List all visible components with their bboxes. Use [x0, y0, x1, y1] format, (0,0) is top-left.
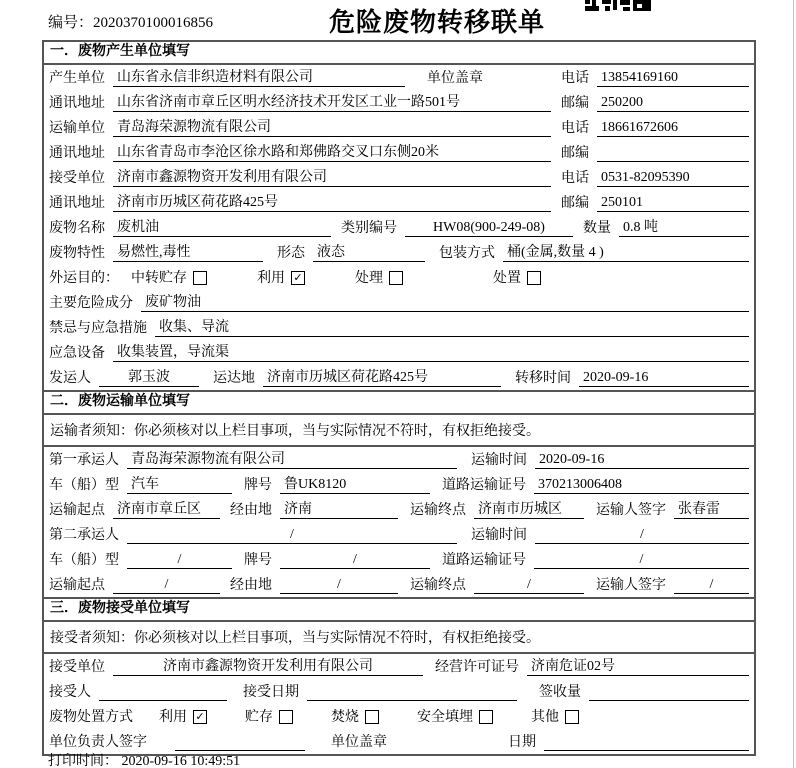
carrier1-time-label: 运输时间 — [471, 453, 527, 468]
carrier1-time-value: 2020-09-16 — [535, 452, 749, 469]
qr-code-partial — [585, 0, 653, 12]
disposal-method-label: 废物处置方式 — [49, 710, 133, 725]
disposal-option-landfill: 安全填埋 — [417, 710, 473, 725]
date-value — [544, 734, 749, 751]
date-label: 日期 — [508, 735, 536, 750]
qr-code-pixels — [585, 0, 653, 12]
vehicle1-type-value: 汽车 — [127, 473, 232, 494]
checkbox-disposal-other — [565, 710, 579, 724]
accept-date-label: 接受日期 — [243, 685, 299, 700]
transfer-time-label: 转移时间 — [515, 371, 571, 386]
packaging-value: 桶(金属,数量 4 ) — [503, 241, 749, 262]
vehicle2-type-value: / — [127, 552, 232, 569]
purpose-option-storage: 中转贮存 — [131, 271, 187, 286]
purpose-option-treat: 处理 — [355, 271, 383, 286]
purpose-label: 外运目的： — [49, 271, 119, 286]
waste-category-label: 类别编号 — [341, 221, 397, 236]
transporter-zip-value — [597, 145, 749, 162]
producer-phone-label: 电话 — [561, 71, 589, 86]
purpose-option-dispose: 处置 — [493, 271, 521, 286]
page-edge-divider — [793, 0, 794, 768]
checkbox-disposal-use-checked — [193, 710, 207, 724]
route2-via-value: / — [280, 577, 398, 594]
checkbox-treatment — [389, 271, 403, 285]
vehicle2-license-value: / — [534, 552, 749, 569]
page-title: 危险废物转移联单 — [328, 8, 546, 37]
row-shipper — [44, 365, 754, 390]
waste-category-value: HW08(900-249-08) — [405, 220, 573, 237]
route1-sign-label: 运输人签字 — [596, 503, 666, 518]
waste-form-label: 形态 — [277, 246, 305, 261]
signed-qty-label: 签收量 — [539, 685, 581, 700]
route1-via-value: 济南 — [280, 498, 398, 519]
row-transporter — [44, 115, 754, 140]
print-time-label: 打印时间： — [48, 754, 118, 768]
waste-property-value: 易燃性,毒性 — [113, 241, 263, 262]
row-transfer-purpose — [44, 265, 754, 290]
disposal-option-burn: 焚烧 — [331, 710, 359, 725]
transporter-address-label: 通讯地址 — [49, 146, 105, 161]
vehicle1-plate-value: 鲁UK8120 — [280, 473, 430, 494]
responsible-signature-label: 单位负责人签字 — [49, 735, 147, 750]
row-main-hazard — [44, 290, 754, 315]
waste-name-label: 废物名称 — [49, 221, 105, 236]
carrier2-label: 第二承运人 — [49, 528, 119, 543]
check-mark: ✓ — [195, 710, 205, 723]
receiver-notice — [44, 622, 754, 654]
waste-name-value: 废机油 — [113, 216, 331, 237]
row-route1 — [44, 497, 754, 522]
section1-title: 一．废物产生单位填写 — [44, 42, 754, 65]
receiver-zip-value: 250101 — [597, 195, 749, 212]
section2-title: 二．废物运输单位填写 — [44, 390, 754, 415]
manifest-form-table — [42, 40, 756, 756]
serial-label: 编号： — [48, 15, 94, 31]
route1-start-label: 运输起点 — [49, 503, 105, 518]
producer-address-label: 通讯地址 — [49, 96, 105, 111]
row-producer-address — [44, 90, 754, 115]
vehicle1-plate-label: 牌号 — [244, 478, 272, 493]
row-acceptor — [44, 679, 754, 704]
receiver-address-label: 通讯地址 — [49, 196, 105, 211]
receiver-value: 济南市鑫源物资开发利用有限公司 — [113, 166, 551, 187]
row-waste-name — [44, 215, 754, 240]
transporter-label: 运输单位 — [49, 121, 105, 136]
transporter-zip-label: 邮编 — [561, 146, 589, 161]
row-precautions — [44, 315, 754, 340]
route1-end-value: 济南市历城区 — [474, 498, 584, 519]
vehicle2-license-label: 道路运输证号 — [442, 553, 526, 568]
operating-license-value: 济南危证02号 — [527, 655, 749, 676]
row-waste-property — [44, 240, 754, 265]
transporter-notice-text: 你必须核对以上栏目事项，当与实际情况不符时，有权拒绝接受。 — [134, 424, 540, 439]
receiver-notice-text: 你必须核对以上栏目事项，当与实际情况不符时，有权拒绝接受。 — [134, 631, 540, 646]
producer-zip-label: 邮编 — [561, 96, 589, 111]
main-hazard-value: 废矿物油 — [141, 291, 749, 312]
transfer-time-value: 2020-09-16 — [579, 370, 749, 387]
carrier1-value: 青岛海荣源物流有限公司 — [127, 448, 457, 469]
print-time-line — [48, 750, 240, 768]
precautions-value: 收集、导流 — [155, 316, 749, 337]
transporter-phone-label: 电话 — [561, 121, 589, 136]
emergency-equipment-label: 应急设备 — [49, 346, 105, 361]
checkbox-disposal-burn — [365, 710, 379, 724]
vehicle2-plate-value: / — [280, 552, 430, 569]
checkbox-disposal — [527, 271, 541, 285]
row-accepting-unit — [44, 654, 754, 679]
route1-via-label: 经由地 — [230, 503, 272, 518]
carrier2-time-label: 运输时间 — [471, 528, 527, 543]
row-route2 — [44, 572, 754, 597]
row-receiver-address — [44, 190, 754, 215]
acceptor-value — [99, 684, 227, 701]
route2-start-value: / — [113, 577, 220, 594]
receiver-zip-label: 邮编 — [561, 196, 589, 211]
carrier2-time-value: / — [535, 527, 749, 544]
disposal-option-other: 其他 — [531, 710, 559, 725]
route2-end-value: / — [474, 577, 584, 594]
responsible-signature-value — [175, 734, 305, 751]
receiver-phone-label: 电话 — [561, 171, 589, 186]
print-time-value: 2020-09-16 10:49:51 — [121, 754, 241, 768]
row-carrier2 — [44, 522, 754, 547]
checkbox-disposal-landfill — [479, 710, 493, 724]
accept-date-value — [307, 684, 517, 701]
row-carrier1 — [44, 447, 754, 472]
carrier2-value: / — [127, 527, 457, 544]
precautions-label: 禁忌与应急措施 — [49, 321, 147, 336]
purpose-option-use: 利用 — [257, 271, 285, 286]
vehicle1-license-value: 370213006408 — [534, 477, 749, 494]
route2-end-label: 运输终点 — [410, 578, 466, 593]
vehicle1-type-label: 车（船）型 — [49, 478, 119, 493]
waste-form-value: 液态 — [313, 241, 425, 262]
disposal-option-use: 利用 — [159, 710, 187, 725]
waste-qty-label: 数量 — [583, 221, 611, 236]
waste-qty-value: 0.8 吨 — [619, 216, 749, 237]
checkbox-transit-storage — [193, 271, 207, 285]
route1-end-label: 运输终点 — [410, 503, 466, 518]
producer-phone-value: 13854169160 — [597, 70, 749, 87]
destination-label: 运达地 — [213, 371, 255, 386]
disposal-option-store: 贮存 — [245, 710, 273, 725]
unit-seal-label: 单位盖章 — [427, 71, 483, 86]
unit-seal-label-bottom: 单位盖章 — [331, 735, 387, 750]
row-producer — [44, 65, 754, 90]
check-mark: ✓ — [293, 271, 303, 284]
vehicle2-type-label: 车（船）型 — [49, 553, 119, 568]
carrier1-label: 第一承运人 — [49, 453, 119, 468]
vehicle1-license-label: 道路运输证号 — [442, 478, 526, 493]
accepting-unit-label: 接受单位 — [49, 660, 105, 675]
main-hazard-label: 主要危险成分 — [49, 296, 133, 311]
route2-sign-label: 运输人签字 — [596, 578, 666, 593]
transporter-phone-value: 18661672606 — [597, 120, 749, 137]
shipper-value: 郭玉波 — [99, 366, 199, 387]
route1-start-value: 济南市章丘区 — [113, 498, 220, 519]
checkbox-disposal-store — [279, 710, 293, 724]
route1-sign-value: 张春雷 — [674, 498, 749, 519]
transporter-notice-label: 运输者须知： — [50, 424, 134, 439]
operating-license-label: 经营许可证号 — [435, 660, 519, 675]
transporter-notice — [44, 415, 754, 447]
row-emergency-equipment — [44, 340, 754, 365]
signed-qty-value — [589, 684, 749, 701]
row-transporter-address — [44, 140, 754, 165]
producer-value: 山东省永信非织造材料有限公司 — [113, 66, 405, 87]
packaging-label: 包装方式 — [439, 246, 495, 261]
serial-number-line — [48, 11, 213, 32]
receiver-label: 接受单位 — [49, 171, 105, 186]
vehicle2-plate-label: 牌号 — [244, 553, 272, 568]
emergency-equipment-value: 收集装置，导流渠 — [113, 341, 749, 362]
route2-start-label: 运输起点 — [49, 578, 105, 593]
acceptor-label: 接受人 — [49, 685, 91, 700]
row-vehicle1 — [44, 472, 754, 497]
producer-address-value: 山东省济南市章丘区明水经济技术开发区工业一路501号 — [113, 91, 551, 112]
row-disposal-method — [44, 704, 754, 729]
destination-value: 济南市历城区荷花路425号 — [263, 366, 501, 387]
transporter-address-value: 山东省青岛市李沧区徐水路和郑佛路交叉口东侧20米 — [113, 141, 551, 162]
receiver-phone-value: 0531-82095390 — [597, 170, 749, 187]
route2-sign-value: / — [674, 577, 749, 594]
accepting-unit-value: 济南市鑫源物资开发利用有限公司 — [113, 655, 423, 676]
checkbox-use-checked — [291, 271, 305, 285]
waste-property-label: 废物特性 — [49, 246, 105, 261]
serial-value: 2020370100016856 — [93, 15, 214, 31]
shipper-label: 发运人 — [49, 371, 91, 386]
receiver-notice-label: 接受者须知： — [50, 631, 134, 646]
row-receiver — [44, 165, 754, 190]
transporter-value: 青岛海荣源物流有限公司 — [113, 116, 551, 137]
receiver-address-value: 济南市历城区荷花路425号 — [113, 191, 551, 212]
row-vehicle2 — [44, 547, 754, 572]
producer-zip-value: 250200 — [597, 95, 749, 112]
route2-via-label: 经由地 — [230, 578, 272, 593]
section3-title: 三．废物接受单位填写 — [44, 597, 754, 622]
producer-label: 产生单位 — [49, 71, 105, 86]
